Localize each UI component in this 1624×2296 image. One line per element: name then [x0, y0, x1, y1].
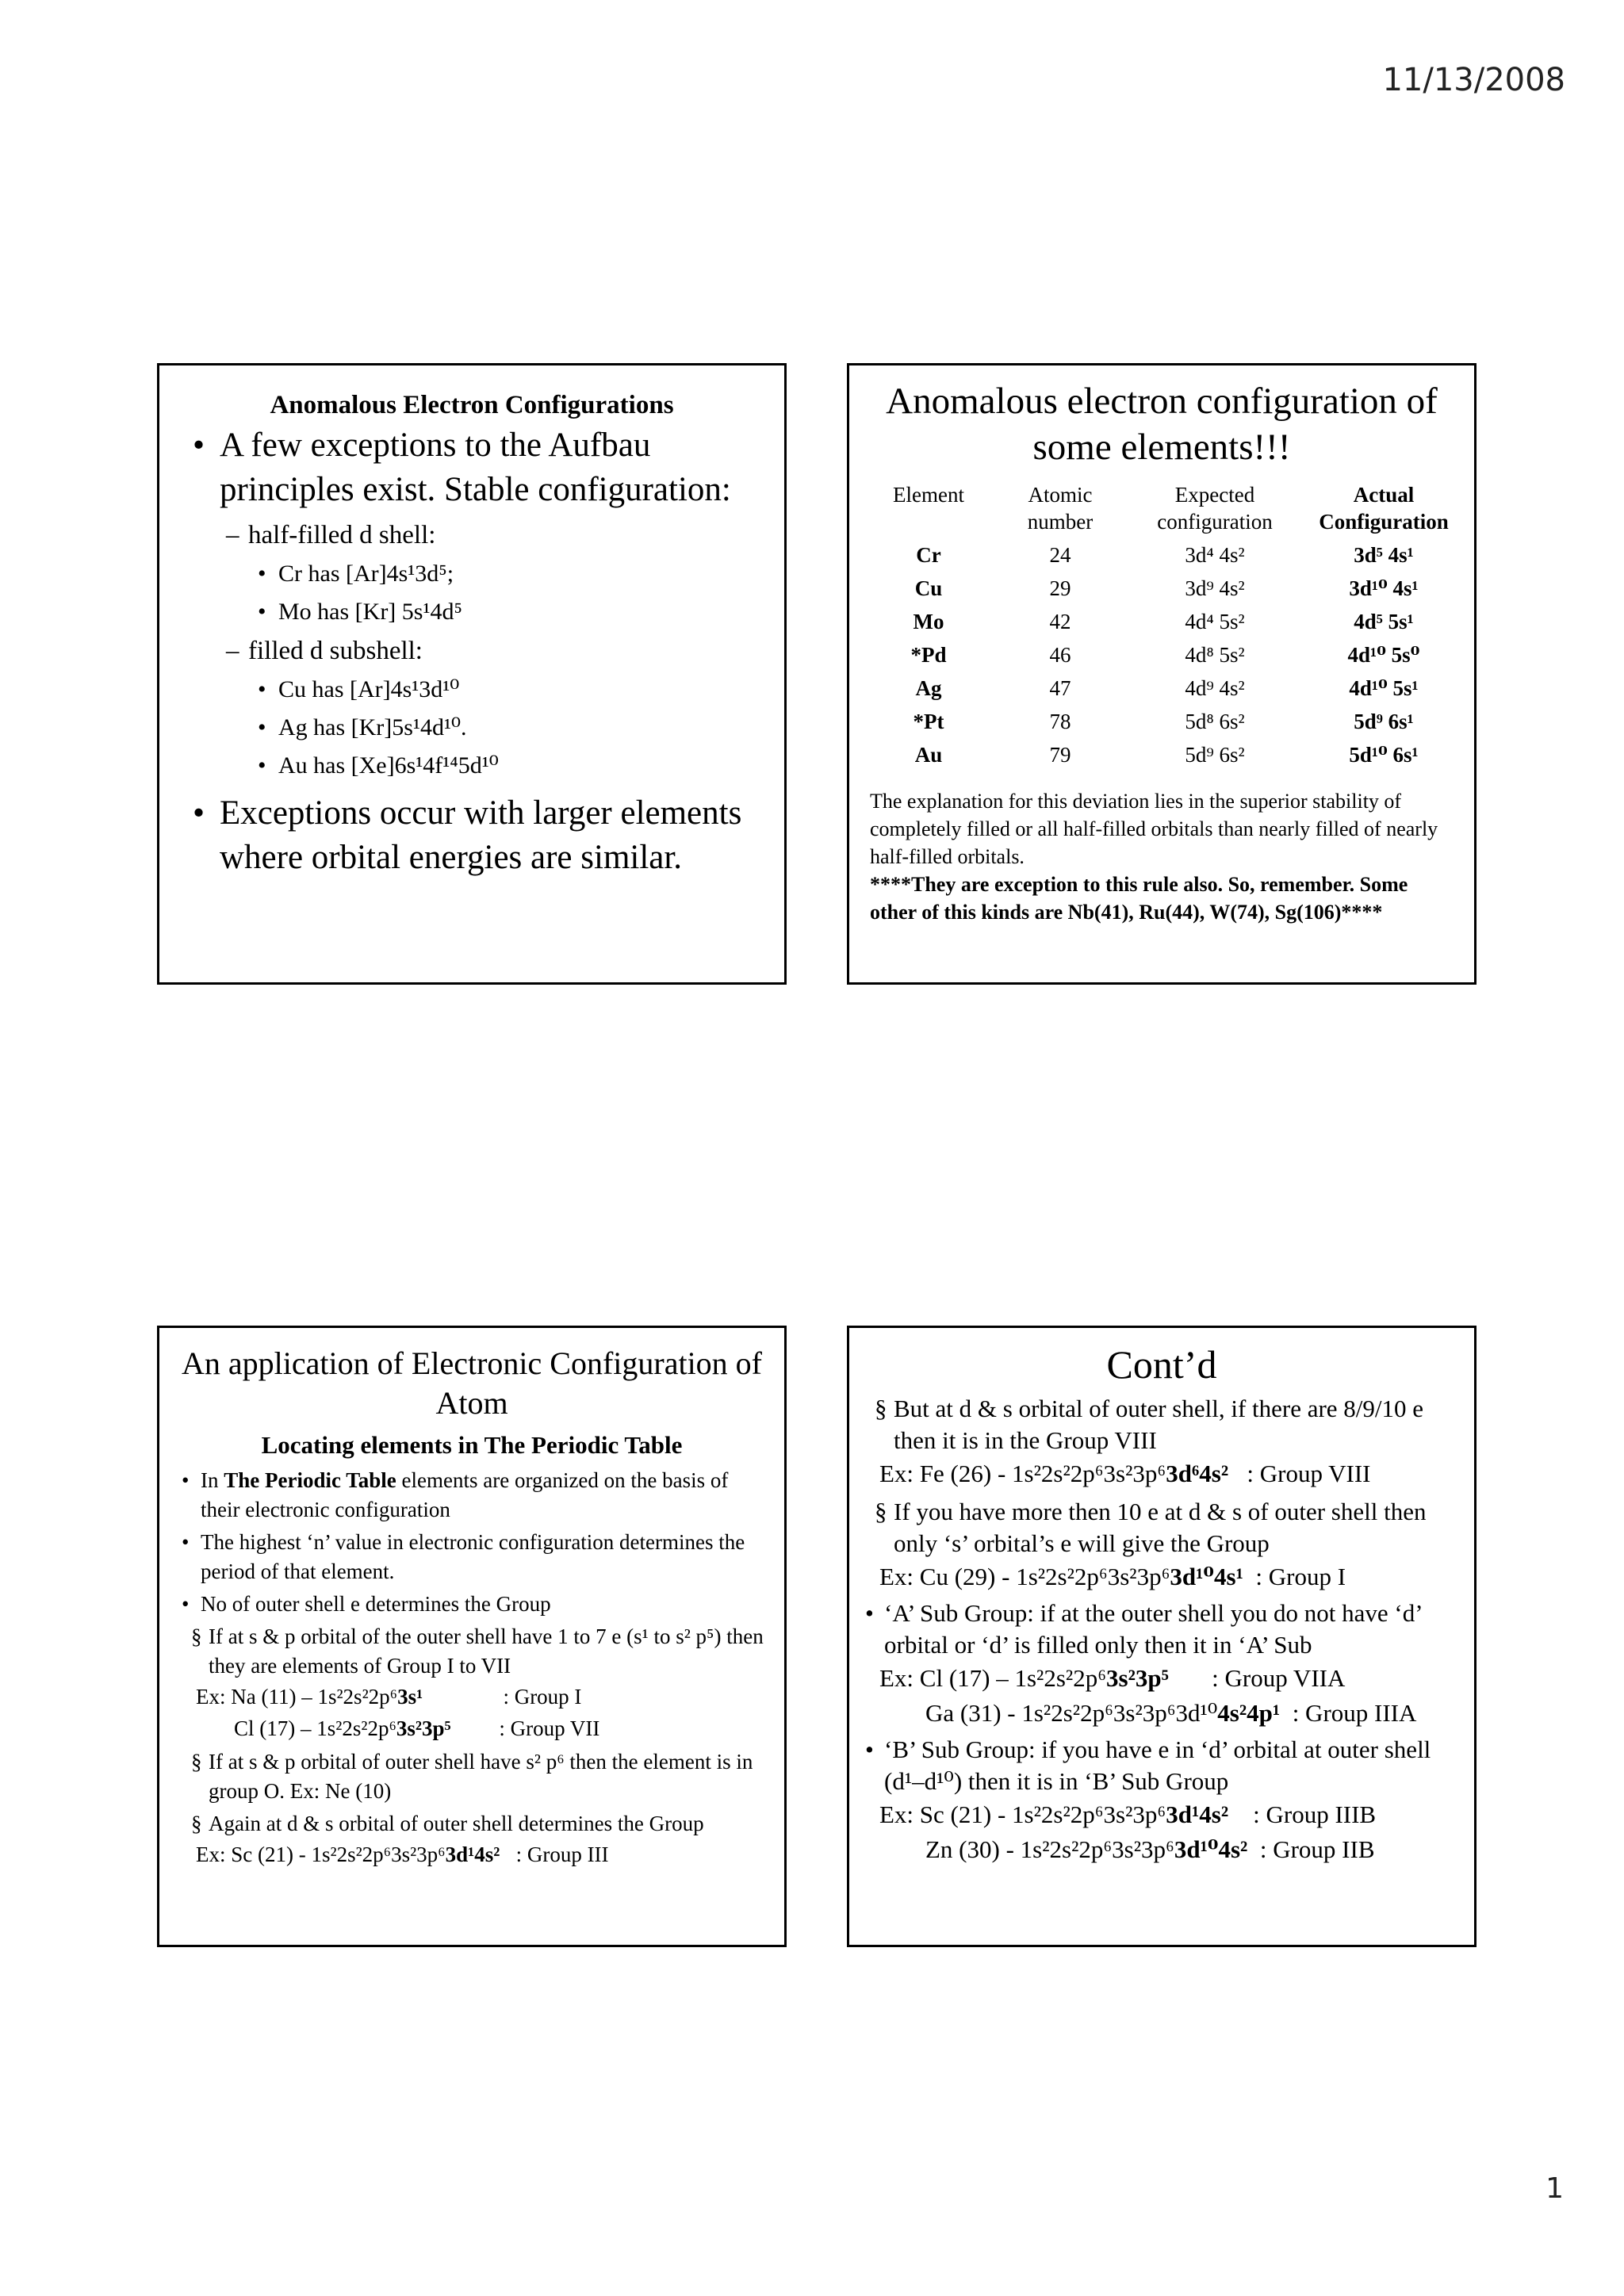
bullet-icon: •: [182, 1530, 190, 1554]
slide-contd: [847, 1326, 1477, 1947]
section-sign-icon: §: [191, 1812, 202, 1835]
actual-cell: 4d¹⁰ 5s¹: [1349, 675, 1419, 700]
atomic-number-cell: 24: [1049, 542, 1071, 567]
example-line: [849, 1456, 1474, 1491]
list-item: [159, 709, 784, 747]
example-group: : Group IIIA: [1280, 1699, 1417, 1727]
slide-anomalous-configurations: [157, 363, 787, 985]
sub-bullet-text: half-filled d shell:: [248, 521, 436, 549]
section-text: If at s & p orbital of the outer shell have 1 to 7 e (s¹ to s² p⁵) then they are elements of Group I to VII: [209, 1624, 764, 1678]
example-line: [849, 1832, 1474, 1867]
bullet-text: ‘A’ Sub Group: if at the outer shell you do not have ‘d’ orbital or ‘d’ is filled only then it in ‘A’ Sub: [884, 1599, 1422, 1659]
element-cell: *Pd: [910, 642, 947, 667]
element-cell: Au: [914, 742, 943, 767]
list-item: [159, 593, 784, 631]
list-item-text: Mo has [Kr] 5s¹4d⁵: [278, 599, 462, 625]
expected-cell: 3d⁴ 4s²: [1185, 542, 1245, 567]
bullet-item: [159, 1590, 784, 1619]
configuration-table: [862, 481, 1463, 771]
table-row: [862, 738, 1463, 771]
example-text: Ga (31) - 1s²2s²2p⁶3s²3p⁶3d¹⁰: [925, 1699, 1218, 1727]
explanation-body: The explanation for this deviation lies in the superior stability of completely filled or all half-filled orbitals than nearly filled of nearly half-filled orbitals.: [870, 790, 1438, 868]
list-item: [159, 747, 784, 785]
bullet-icon: •: [182, 1468, 190, 1492]
print-date: 11/13/2008: [1382, 62, 1565, 98]
table-row: [862, 638, 1463, 672]
table-header-row: [862, 481, 1463, 538]
example-bold: 3d¹4s²: [1166, 1800, 1229, 1828]
example-bold: 3d¹⁰4s²: [1174, 1835, 1248, 1863]
expected-cell: 5d⁸ 6s²: [1185, 709, 1245, 733]
table-row: [862, 672, 1463, 705]
example-group: : Group VIIA: [1168, 1664, 1346, 1692]
section-text: If at s & p orbital of outer shell have s² p⁶ then the element is in group O. Ex: Ne (10): [209, 1750, 753, 1803]
actual-cell: 4d⁵ 5s¹: [1354, 609, 1414, 633]
example-bold: 3d⁶4s²: [1166, 1460, 1229, 1487]
column-header: Expected configuration: [1157, 483, 1273, 534]
expected-cell: 4d⁴ 5s²: [1185, 609, 1245, 633]
expected-cell: 5d⁹ 6s²: [1185, 742, 1245, 767]
list-item: [159, 671, 784, 709]
element-cell: Mo: [913, 609, 944, 633]
bullet-text: elements are organized on the basis of their electronic configuration: [201, 1468, 729, 1521]
example-group: : Group VIII: [1228, 1460, 1371, 1487]
example-bold: 3d¹4s²: [445, 1843, 500, 1866]
actual-cell: 5d⁹ 6s¹: [1354, 709, 1414, 733]
bullet-text: Exceptions occur with larger elements where orbital energies are similar.: [220, 794, 742, 876]
example-group: : Group III: [500, 1843, 609, 1866]
list-item-text: Cr has [Ar]4s¹3d⁵;: [278, 561, 454, 587]
bullet-item: [159, 423, 784, 512]
atomic-number-cell: 29: [1049, 576, 1071, 600]
bold-term: The Periodic Table: [224, 1468, 396, 1492]
example-line: [849, 1797, 1474, 1832]
bullet-item: [159, 1466, 784, 1525]
bullet-icon: •: [865, 1599, 874, 1627]
section-item: [849, 1496, 1474, 1559]
actual-cell: 3d¹⁰ 4s¹: [1349, 576, 1419, 600]
sub-bullet-item: [159, 631, 784, 671]
bullet-item: [849, 1598, 1474, 1661]
example-group: : Group IIB: [1247, 1835, 1375, 1863]
example-bold: 3s¹: [397, 1685, 423, 1709]
atomic-number-cell: 47: [1049, 675, 1071, 700]
example-bold: 4s²4p¹: [1217, 1699, 1281, 1727]
slide-application: [157, 1326, 787, 1947]
example-group: : Group I: [1243, 1563, 1346, 1590]
bullet-item: [159, 1528, 784, 1586]
bullet-text: In: [201, 1468, 224, 1492]
atomic-number-cell: 46: [1049, 642, 1071, 667]
example-line: [849, 1696, 1474, 1731]
section-sign-icon: §: [875, 1395, 887, 1422]
example-line: [159, 1839, 784, 1870]
element-cell: Ag: [915, 675, 942, 700]
column-header: Actual Configuration: [1319, 483, 1449, 534]
example-text: Ex: Fe (26) - 1s²2s²2p⁶3s²3p⁶: [879, 1460, 1166, 1487]
example-group: : Group IIIB: [1228, 1800, 1377, 1828]
slide-title: An application of Electronic Configuration of Atom: [181, 1345, 762, 1421]
example-text: Ex: Cl (17) – 1s²2s²2p⁶: [879, 1664, 1107, 1692]
sub-bullet-text: filled d subshell:: [248, 637, 423, 665]
expected-cell: 4d⁹ 4s²: [1185, 675, 1245, 700]
slide-anomalous-table: [847, 363, 1477, 985]
slide-title: Anomalous electron configuration of some elements!!!: [886, 381, 1438, 468]
section-item: [849, 1393, 1474, 1456]
explanation-text: [870, 787, 1455, 926]
slide-subtitle: Locating elements in The Periodic Table: [261, 1431, 683, 1459]
column-header: Element: [893, 483, 964, 507]
element-cell: Cu: [914, 576, 943, 600]
expected-cell: 4d⁸ 5s²: [1185, 642, 1245, 667]
section-item: [159, 1622, 784, 1681]
page-number: 1: [1545, 2172, 1564, 2205]
section-item: [159, 1747, 784, 1806]
exception-note: ****They are exception to this rule also. So, remember. Some other of this kinds are Nb(41), Ru(44), W(74), Sg(106)****: [870, 873, 1408, 924]
actual-cell: 5d¹⁰ 6s¹: [1349, 742, 1419, 767]
table-row: [862, 605, 1463, 638]
section-sign-icon: §: [875, 1498, 887, 1525]
section-sign-icon: §: [191, 1750, 202, 1774]
example-group: : Group I: [423, 1685, 582, 1709]
list-item: [159, 555, 784, 593]
example-line: [159, 1712, 784, 1744]
example-text: Ex: Sc (21) - 1s²2s²2p⁶3s²3p⁶: [879, 1800, 1166, 1828]
example-text: Ex: Cu (29) - 1s²2s²2p⁶3s²3p⁶: [879, 1563, 1170, 1590]
element-cell: *Pt: [913, 709, 944, 733]
slide-title: Cont’d: [1106, 1342, 1217, 1387]
dash-icon: –: [226, 521, 239, 549]
expected-cell: 3d⁹ 4s²: [1185, 576, 1245, 600]
bullet-text: ‘B’ Sub Group: if you have e in ‘d’ orbital at outer shell (d¹–d¹⁰) then it is in ‘B’ Sub Group: [884, 1735, 1431, 1795]
atomic-number-cell: 78: [1049, 709, 1071, 733]
bullet-icon: •: [258, 676, 266, 702]
bullet-text: A few exceptions to the Aufbau principles exist. Stable configuration:: [220, 427, 731, 508]
example-line: [849, 1661, 1474, 1696]
section-text: If you have more then 10 e at d & s of outer shell then only ‘s’ orbital’s e will give the Group: [894, 1498, 1427, 1557]
section-sign-icon: §: [191, 1624, 202, 1648]
section-text: Again at d & s orbital of outer shell determines the Group: [209, 1812, 704, 1835]
bullet-icon: •: [865, 1735, 874, 1763]
example-group: : Group VII: [450, 1716, 600, 1740]
bullet-icon: •: [258, 599, 266, 625]
example-bold: 3s²3p⁵: [1106, 1664, 1169, 1692]
bullet-icon: •: [182, 1592, 190, 1616]
bullet-text: No of outer shell e determines the Group: [201, 1592, 551, 1616]
slide-title: Anomalous Electron Configurations: [270, 391, 674, 419]
table-row: [862, 705, 1463, 738]
list-item-text: Cu has [Ar]4s¹3d¹⁰: [278, 676, 460, 702]
sub-bullet-item: [159, 515, 784, 555]
dash-icon: –: [226, 637, 239, 665]
example-bold: 3s²3p⁵: [396, 1716, 451, 1740]
list-item-text: Au has [Xe]6s¹4f¹⁴5d¹⁰: [278, 752, 499, 779]
actual-cell: 3d⁵ 4s¹: [1354, 542, 1414, 567]
table-row: [862, 538, 1463, 572]
table-row: [862, 572, 1463, 605]
example-bold: 3d¹⁰4s¹: [1170, 1563, 1243, 1590]
element-cell: Cr: [916, 542, 941, 567]
bullet-icon: •: [258, 752, 266, 779]
bullet-icon: •: [193, 427, 205, 464]
list-item-text: Ag has [Kr]5s¹4d¹⁰.: [278, 714, 467, 740]
example-text: Cl (17) – 1s²2s²2p⁶: [234, 1716, 396, 1740]
actual-cell: 4d¹⁰ 5s⁰: [1347, 642, 1420, 667]
section-item: [159, 1809, 784, 1839]
example-line: [849, 1559, 1474, 1594]
bullet-icon: •: [258, 714, 266, 740]
section-text: But at d & s orbital of outer shell, if there are 8/9/10 e then it is in the Group VIII: [894, 1395, 1424, 1454]
example-text: Zn (30) - 1s²2s²2p⁶3s²3p⁶: [925, 1835, 1174, 1863]
bullet-text: The highest ‘n’ value in electronic configuration determines the period of that element.: [201, 1530, 745, 1583]
example-text: Ex: Sc (21) - 1s²2s²2p⁶3s²3p⁶: [196, 1843, 446, 1866]
column-header: Atomic number: [1027, 483, 1094, 534]
example-text: Ex: Na (11) – 1s²2s²2p⁶: [196, 1685, 398, 1709]
atomic-number-cell: 79: [1049, 742, 1071, 767]
example-line: [159, 1681, 784, 1712]
atomic-number-cell: 42: [1049, 609, 1071, 633]
bullet-icon: •: [258, 561, 266, 587]
bullet-item: [849, 1734, 1474, 1797]
bullet-icon: •: [193, 794, 205, 832]
bullet-item: [159, 791, 784, 880]
